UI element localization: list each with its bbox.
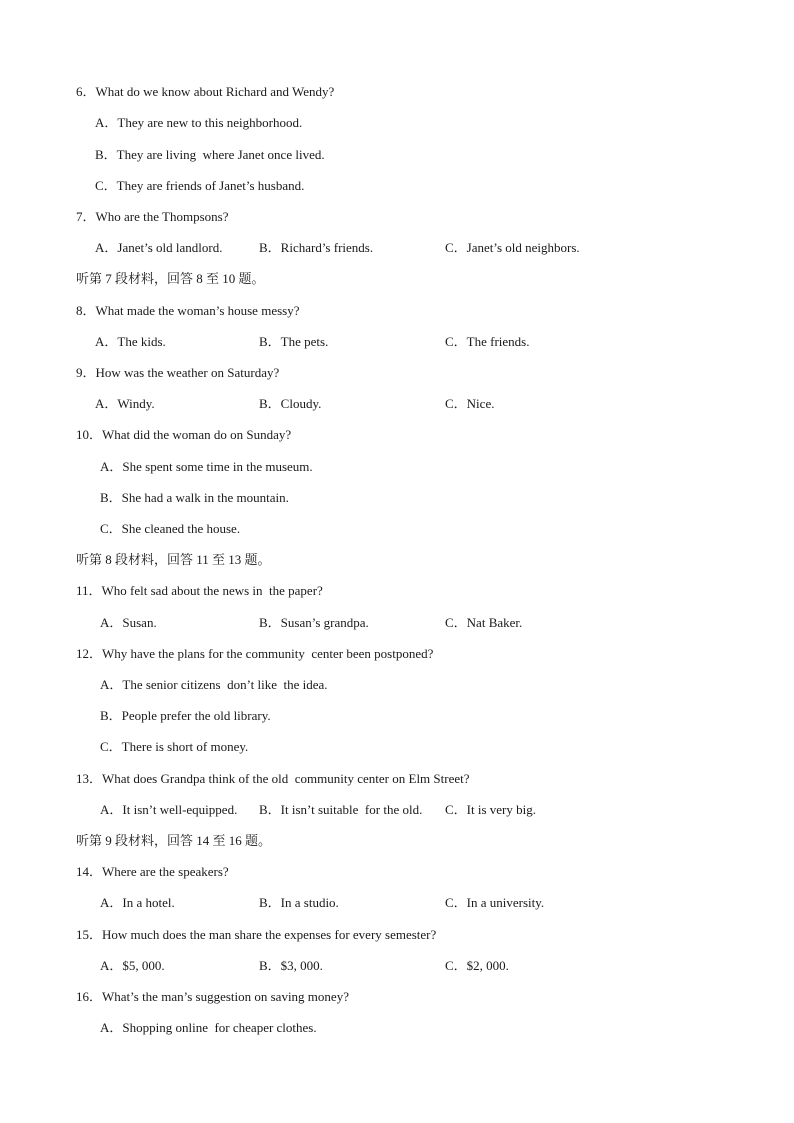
- option-text: A．Shopping online for cheaper clothes.: [100, 1020, 317, 1035]
- option-a: A．In a hotel.: [100, 895, 175, 910]
- question-text: 14．Where are the speakers?: [76, 864, 229, 879]
- question-text: 16．What’s the man’s suggestion on saving money?: [76, 989, 349, 1004]
- question-text: 10．What did the woman do on Sunday?: [76, 427, 292, 442]
- option-text: B．They are living where Janet once lived.: [95, 147, 325, 162]
- option-b: B．Cloudy.: [259, 396, 322, 411]
- question-text: 8．What made the woman’s house messy?: [76, 303, 300, 318]
- option-c: C．In a university.: [445, 895, 545, 910]
- option-c: C．Janet’s old neighbors.: [445, 240, 580, 255]
- option-a: A．Windy.: [95, 396, 155, 411]
- option-a: A．It isn’t well-equipped.: [100, 802, 238, 817]
- option-a: A．The kids.: [95, 334, 166, 349]
- option-b: B．It isn’t suitable for the old.: [259, 802, 423, 817]
- option-text: B．She had a walk in the mountain.: [100, 490, 289, 505]
- section-heading: 听第 8 段材料，回答 11 至 13 题。: [76, 552, 271, 567]
- option-b: B．In a studio.: [259, 895, 339, 910]
- option-c: C．It is very big.: [445, 802, 536, 817]
- option-c: C．$2, 000.: [445, 958, 509, 973]
- option-c: C．The friends.: [445, 334, 530, 349]
- question-text: 13．What does Grandpa think of the old community center on Elm Street?: [76, 771, 470, 786]
- option-text: C．She cleaned the house.: [100, 521, 241, 536]
- section-heading: 听第 9 段材料，回答 14 至 16 题。: [76, 833, 272, 848]
- option-text: C．There is short of money.: [100, 739, 249, 754]
- question-text: 11．Who felt sad about the news in the paper?: [76, 583, 323, 598]
- section-heading: 听第 7 段材料，回答 8 至 10 题。: [76, 271, 265, 286]
- question-text: 7．Who are the Thompsons?: [76, 209, 229, 224]
- question-text: 12．Why have the plans for the community center been postponed?: [76, 646, 434, 661]
- option-c: C．Nat Baker.: [445, 615, 523, 630]
- question-text: 15．How much does the man share the expenses for every semester?: [76, 927, 437, 942]
- option-a: A．Susan.: [100, 615, 157, 630]
- option-a: A．Janet’s old landlord.: [95, 240, 223, 255]
- option-text: A．The senior citizens don’t like the idea.: [100, 677, 328, 692]
- option-b: B．$3, 000.: [259, 958, 323, 973]
- question-text: 9．How was the weather on Saturday?: [76, 365, 280, 380]
- option-b: B．Susan’s grandpa.: [259, 615, 369, 630]
- option-text: C．They are friends of Janet’s husband.: [95, 178, 305, 193]
- option-c: C．Nice.: [445, 396, 495, 411]
- option-b: B．Richard’s friends.: [259, 240, 374, 255]
- option-b: B．The pets.: [259, 334, 329, 349]
- option-a: A．$5, 000.: [100, 958, 165, 973]
- question-text: 6．What do we know about Richard and Wendy?: [76, 84, 335, 99]
- option-text: A．They are new to this neighborhood.: [95, 115, 303, 130]
- option-text: A．She spent some time in the museum.: [100, 459, 313, 474]
- option-text: B．People prefer the old library.: [100, 708, 271, 723]
